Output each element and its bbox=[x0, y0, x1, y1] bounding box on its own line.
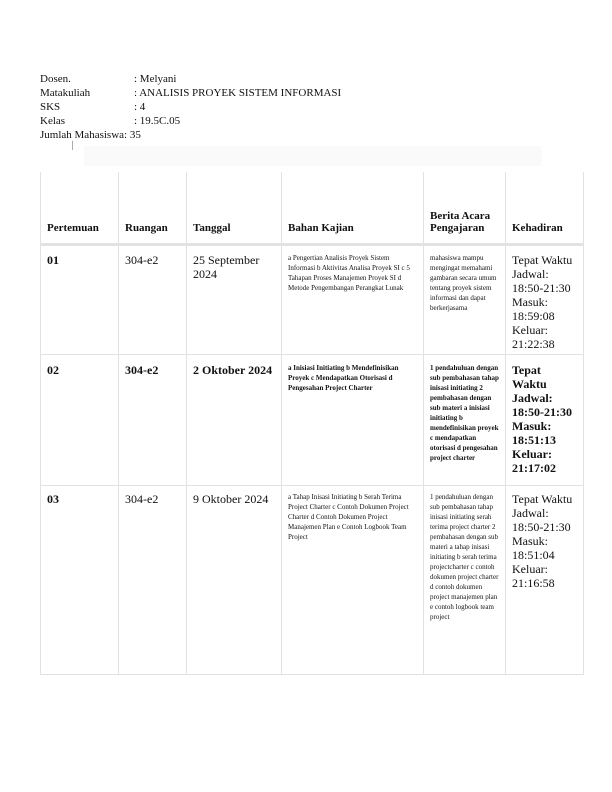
info-row-kelas bbox=[40, 114, 341, 128]
kehadiran-status: Tepat Waktu bbox=[512, 253, 573, 267]
kehadiran-jadwal: 18:50-21:30 bbox=[512, 281, 571, 295]
info-row-matakuliah bbox=[40, 86, 341, 100]
attendance-table bbox=[40, 172, 584, 675]
kehadiran-masuk-label: Masuk: bbox=[512, 295, 548, 309]
table-header-row bbox=[41, 172, 584, 245]
info-label: Kelas bbox=[40, 115, 66, 127]
table-row bbox=[41, 486, 584, 675]
header-ruangan: Ruangan bbox=[119, 172, 187, 245]
text-cursor-icon: ∣ bbox=[71, 141, 74, 152]
cell-berita-acara: 1 pendahuluan dengan sub pembahasan tahap inisasi initiating serah terima project charter 2 pembahasan dengan sub materi a tahap inisasi initiating b serah terima projectcharter c contoh dokumen project charter d contoh dokumen project manajemen plan e contoh logbook team project bbox=[424, 486, 506, 675]
cell-pertemuan: 02 bbox=[41, 355, 119, 486]
kehadiran-masuk: 18:51:04 bbox=[512, 548, 555, 562]
cell-ruangan: 304-e2 bbox=[119, 355, 187, 486]
info-row-jumlah-mahasiswa bbox=[40, 128, 341, 142]
info-label: SKS bbox=[40, 101, 61, 113]
info-value: : Melyani bbox=[134, 73, 177, 85]
header-band bbox=[84, 146, 542, 166]
cell-kehadiran bbox=[506, 245, 584, 355]
kehadiran-masuk-label: Masuk: bbox=[512, 419, 552, 433]
info-value: : 19.5C.05 bbox=[134, 115, 181, 127]
header-bahan-kajian: Bahan Kajian bbox=[282, 172, 424, 245]
cell-pertemuan: 03 bbox=[41, 486, 119, 675]
info-label: Matakuliah bbox=[40, 87, 91, 99]
cell-ruangan: 304-e2 bbox=[119, 486, 187, 675]
info-label: Dosen. bbox=[40, 73, 71, 85]
header-kehadiran: Kehadiran bbox=[506, 172, 584, 245]
kehadiran-jadwal: 18:50-21:30 bbox=[512, 520, 571, 534]
info-value: : 4 bbox=[134, 101, 146, 113]
info-row-dosen bbox=[40, 72, 341, 86]
kehadiran-masuk: 18:59:08 bbox=[512, 309, 555, 323]
kehadiran-jadwal-label: Jadwal: bbox=[512, 506, 549, 520]
cell-berita-acara: mahasiswa mampu mengingat memahami gambaran secara umum tentang proyek sistem informasi dan dapat berkerjasama bbox=[424, 245, 506, 355]
kehadiran-masuk-label: Masuk: bbox=[512, 534, 548, 548]
kehadiran-keluar: 21:22:38 bbox=[512, 337, 555, 351]
kehadiran-keluar-label: Keluar: bbox=[512, 562, 548, 576]
kehadiran-status: Tepat Waktu bbox=[512, 363, 547, 391]
cell-pertemuan: 01 bbox=[41, 245, 119, 355]
cell-kehadiran bbox=[506, 486, 584, 675]
cell-tanggal: 9 Oktober 2024 bbox=[187, 486, 282, 675]
table-row bbox=[41, 245, 584, 355]
kehadiran-keluar: 21:17:02 bbox=[512, 461, 556, 475]
cell-tanggal: 2 Oktober 2024 bbox=[187, 355, 282, 486]
kehadiran-keluar: 21:16:58 bbox=[512, 576, 555, 590]
kehadiran-masuk: 18:51:13 bbox=[512, 433, 556, 447]
cell-kehadiran bbox=[506, 355, 584, 486]
cell-bahan-kajian: a Inisiasi Initiating b Mendefinisikan Proyek c Mendapatkan Otorisasi d Pengesahan Project Charter bbox=[282, 355, 424, 486]
kehadiran-keluar-label: Keluar: bbox=[512, 323, 548, 337]
info-value: : ANALISIS PROYEK SISTEM INFORMASI bbox=[134, 87, 342, 99]
cell-bahan-kajian: a Pengertian Analisis Proyek Sistem Informasi b Aktivitas Analisa Proyek SI c 5 Tahapan Proses Manajemen Proyek SI d Metode Pengembangan Perangkat Lunak bbox=[282, 245, 424, 355]
header-berita-acara: Berita Acara Pengajaran bbox=[424, 172, 506, 245]
kehadiran-jadwal-label: Jadwal: bbox=[512, 267, 549, 281]
kehadiran-status: Tepat Waktu bbox=[512, 492, 573, 506]
table-row bbox=[41, 355, 584, 486]
info-label: Jumlah Mahasiswa bbox=[40, 129, 125, 141]
course-info bbox=[40, 72, 341, 142]
info-value: : 35 bbox=[124, 129, 141, 141]
kehadiran-jadwal: 18:50-21:30 bbox=[512, 405, 572, 419]
cell-berita-acara: 1 pendahuluan dengan sub pembahasan tahap inisasi initiating 2 pembahasan dengan sub materi a inisiasi initiating b mendefinisikan proyek c mendapatkan otorisasi d pengesahan project charter bbox=[424, 355, 506, 486]
cell-bahan-kajian: a Tahap Inisasi Initiating b Serah Terima Project Charter c Contoh Dokumen Project Charter d Contoh Dokumen Project Manajemen Plan e Contoh Logbook Team Project bbox=[282, 486, 424, 675]
header-tanggal: Tanggal bbox=[187, 172, 282, 245]
kehadiran-keluar-label: Keluar: bbox=[512, 447, 552, 461]
header-pertemuan: Pertemuan bbox=[41, 172, 119, 245]
kehadiran-jadwal-label: Jadwal: bbox=[512, 391, 553, 405]
cell-tanggal: 25 September 2024 bbox=[187, 245, 282, 355]
info-row-sks bbox=[40, 100, 341, 114]
cell-ruangan: 304-e2 bbox=[119, 245, 187, 355]
